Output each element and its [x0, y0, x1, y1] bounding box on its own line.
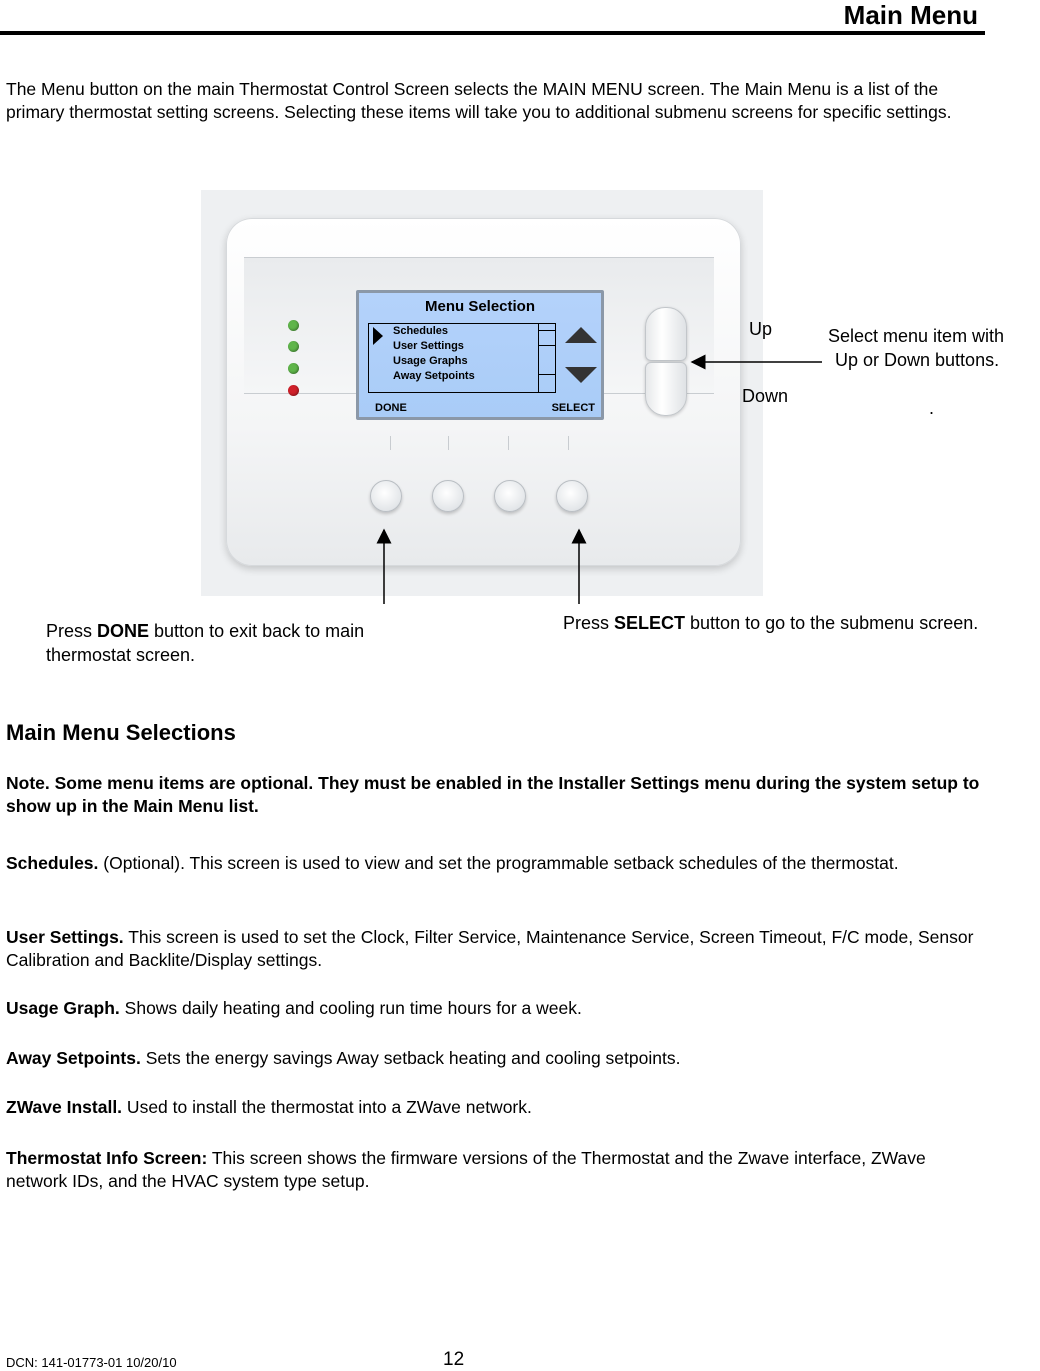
item-zwave-install: ZWave Install. Used to install the thermostat into a ZWave network.: [6, 1097, 532, 1117]
section-heading: Main Menu Selections: [6, 720, 236, 745]
screen-title: Menu Selection: [424, 298, 536, 315]
item-usage-graph: Usage Graph. Shows daily heating and cooling run time hours for a week.: [6, 998, 582, 1018]
menu-item-schedules[interactable]: Schedules: [393, 325, 449, 337]
note-paragraph: Note. Some menu items are optional. They must be enabled in the Installer Settings menu during the system setup to show up in the Main Menu list.: [6, 773, 980, 816]
screen-done-label: DONE: [375, 402, 407, 414]
page-number: 12: [443, 1349, 465, 1370]
select-hint-line1: Select menu item with: [828, 326, 1005, 346]
item-schedules: Schedules. (Optional). This screen is used to view and set the programmable setback schedules of the thermostat.: [6, 853, 899, 873]
select-button-hint: Press SELECT button to go to the submenu screen.: [563, 613, 979, 633]
item-thermostat-info: Thermostat Info Screen: This screen shows the firmware versions of the Thermostat and the Zwave interface, ZWave network IDs, and the HVAC system type setup.: [6, 1148, 926, 1191]
up-label: Up: [749, 319, 773, 339]
down-label: Down: [742, 386, 789, 406]
stray-dot: .: [929, 398, 935, 418]
select-hint-line2: Up or Down buttons.: [835, 350, 1000, 370]
page-title: Main Menu: [843, 0, 978, 30]
done-hint: Press DONE button to exit back to main: [46, 621, 365, 641]
screen-select-label: SELECT: [551, 402, 595, 414]
menu-item-away-setpoints[interactable]: Away Setpoints: [393, 370, 475, 382]
done-hint-line2: thermostat screen.: [46, 645, 196, 665]
item-away-setpoints: Away Setpoints. Sets the energy savings Away setback heating and cooling setpoints.: [6, 1048, 681, 1068]
footer-dcn: DCN: 141-01773-01 10/20/10: [6, 1355, 177, 1370]
intro-paragraph: The Menu button on the main Thermostat Control Screen selects the MAIN MENU screen. The Main Menu is a list of the primary thermostat setting screens. Selecting these items will take you to additional submenu screens for specific settings.: [6, 79, 952, 122]
item-user-settings: User Settings. This screen is used to set the Clock, Filter Service, Maintenance Service, Screen Timeout, F/C mode, Sensor Calibration and Backlite/Display settings.: [6, 927, 974, 970]
menu-item-user-settings[interactable]: User Settings: [393, 340, 464, 352]
menu-item-usage-graphs[interactable]: Usage Graphs: [393, 355, 468, 367]
